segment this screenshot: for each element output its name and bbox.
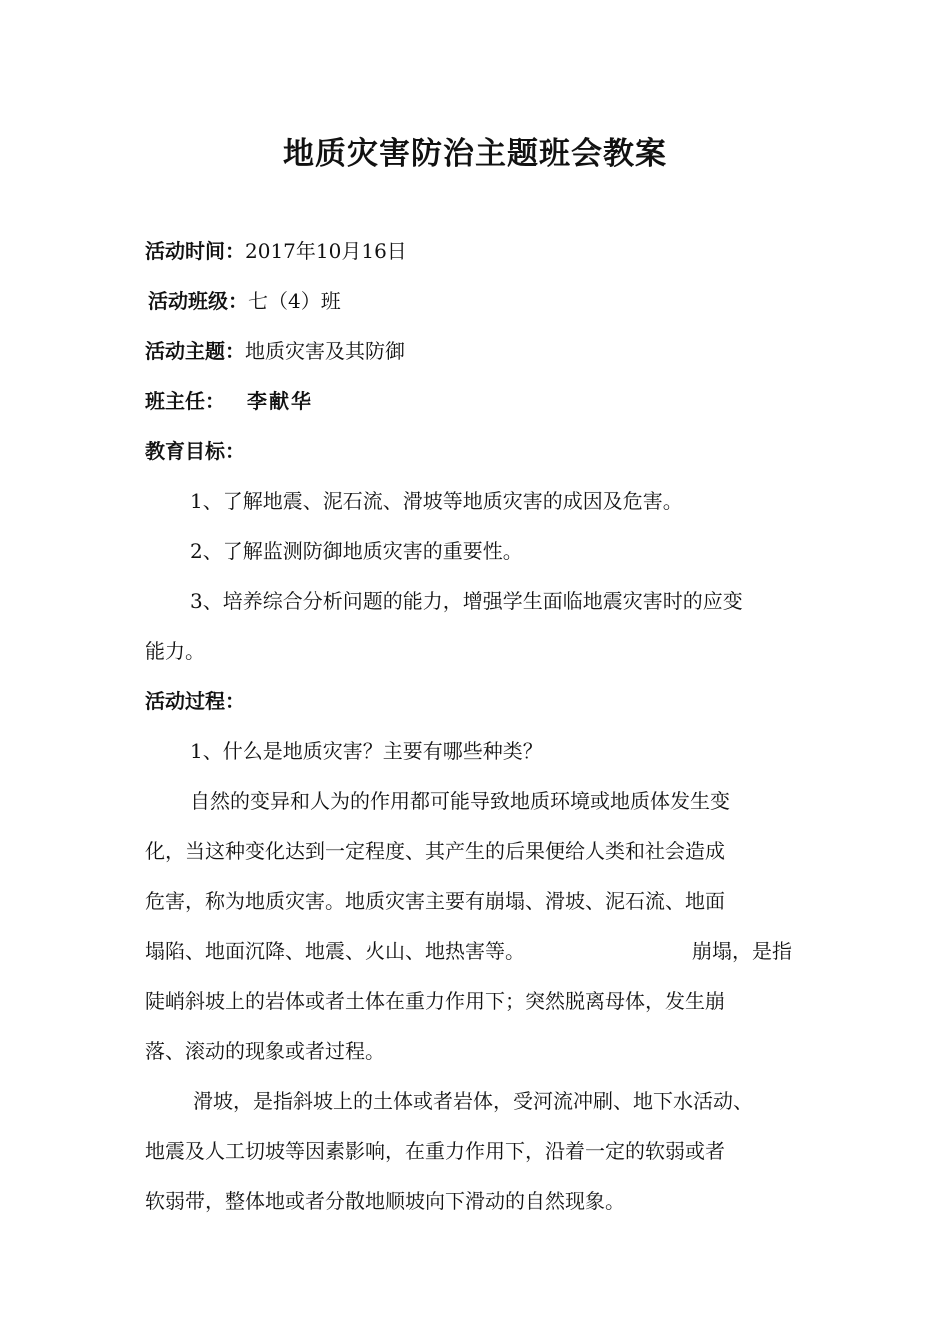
activity-time-row [145, 236, 407, 266]
process-question: 1、什么是地质灾害？主要有哪些种类？ [190, 739, 543, 763]
activity-theme-value: 地质灾害及其防御 [245, 339, 405, 363]
activity-time-value: 2017年10月16日 [245, 239, 407, 263]
teacher-row [145, 386, 313, 416]
paragraph-line-fragment: 崩塌，是指 [692, 939, 792, 963]
teacher-label: 班主任： [145, 389, 225, 413]
goal-item-continuation: 能力。 [145, 639, 205, 663]
paragraph-line: 落、滚动的现象或者过程。 [145, 1039, 385, 1063]
paragraph-line: 软弱带，整体地或者分散地顺坡向下滑动的自然现象。 [145, 1189, 625, 1213]
paragraph-line: 塌陷、地面沉降、地震、火山、地热害等。 [145, 939, 525, 963]
activity-theme-row [145, 336, 405, 366]
paragraph-line: 化，当这种变化达到一定程度、其产生的后果便给人类和社会造成 [145, 839, 725, 863]
activity-class-label: 活动班级： [148, 289, 248, 313]
activity-class-row [148, 286, 341, 316]
activity-theme-label: 活动主题： [145, 339, 245, 363]
goals-heading: 教育目标： [145, 439, 245, 463]
process-heading: 活动过程： [145, 689, 245, 713]
paragraph-line: 陡峭斜坡上的岩体或者土体在重力作用下；突然脱离母体，发生崩 [145, 989, 725, 1013]
teacher-name: 李献华 [247, 389, 313, 413]
goal-item: 2、了解监测防御地质灾害的重要性。 [190, 539, 523, 563]
paragraph-line: 危害，称为地质灾害。地质灾害主要有崩塌、滑坡、泥石流、地面 [145, 889, 725, 913]
page-title: 地质灾害防治主题班会教案 [283, 136, 667, 172]
activity-class-value: 七（4）班 [248, 289, 341, 313]
goal-item: 3、培养综合分析问题的能力，增强学生面临地震灾害时的应变 [190, 589, 743, 613]
paragraph-line: 滑坡，是指斜坡上的土体或者岩体，受河流冲刷、地下水活动、 [193, 1089, 753, 1113]
goal-item: 1、了解地震、泥石流、滑坡等地质灾害的成因及危害。 [190, 489, 683, 513]
paragraph-line: 地震及人工切坡等因素影响，在重力作用下，沿着一定的软弱或者 [145, 1139, 725, 1163]
paragraph-line: 自然的变异和人为的作用都可能导致地质环境或地质体发生变 [190, 789, 730, 813]
activity-time-label: 活动时间： [145, 239, 245, 263]
